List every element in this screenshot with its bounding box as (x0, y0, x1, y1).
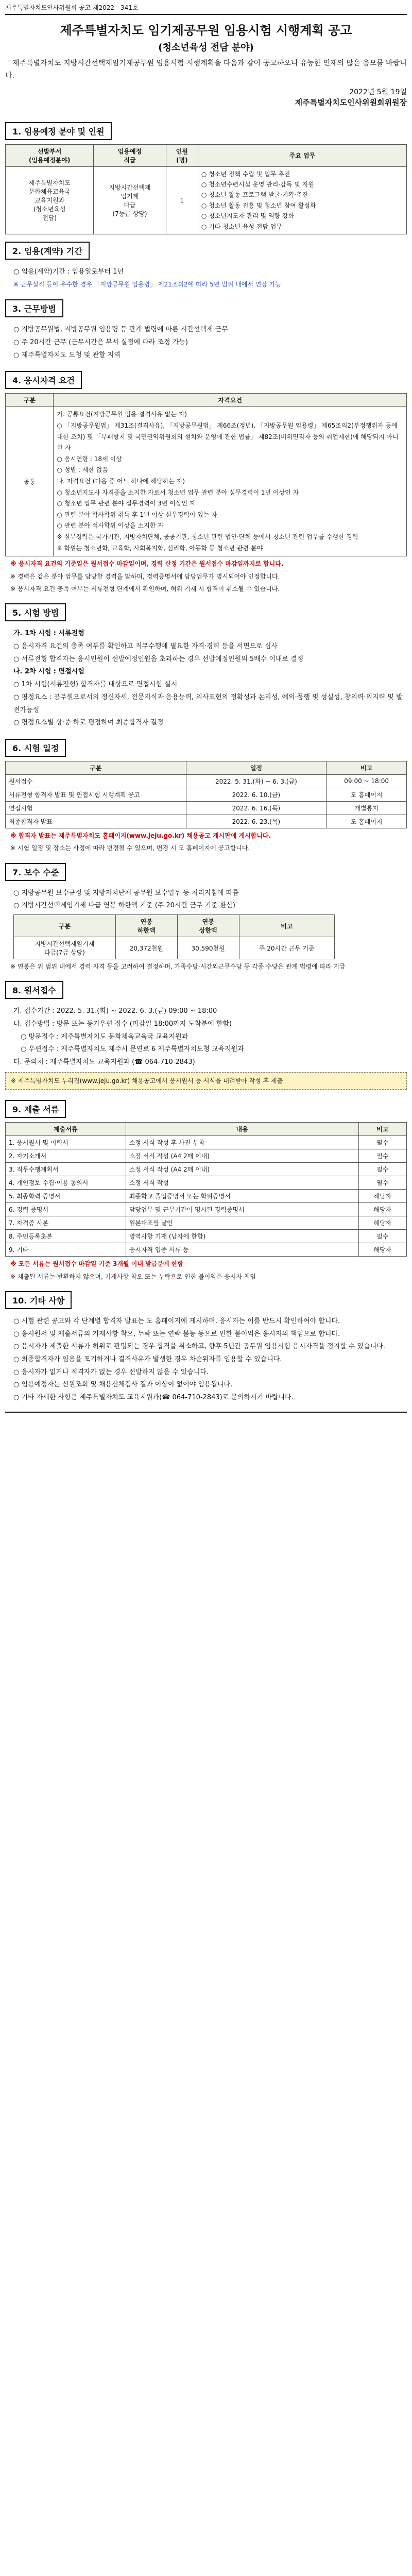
section-9-table (5, 1122, 407, 1257)
s6-note: ※ 시험 일정 및 장소는 사정에 따라 변경될 수 있으며, 변경 시 도 홈페이지에 공고합니다. (10, 844, 250, 852)
table-cell: 해당자 (358, 1203, 406, 1216)
section-1-title: 1. 임용예정 분야 및 인원 (5, 122, 112, 140)
table-cell: 서류전형 합격자 발표 및 면접시험 시행계획 공고 (6, 788, 186, 801)
page-title: 제주특별자치도 임기제공무원 임용시험 시행계획 공고 (60, 23, 352, 38)
section-7-table (13, 914, 335, 959)
table-cell: 담당업무 및 근무기간이 명시된 경력증명서 (126, 1203, 358, 1216)
table-cell: 8. 주민등록초본 (6, 1230, 126, 1243)
s7-header-min: 연봉 하한액 (115, 915, 177, 937)
s4-requirements: 가. 공통요건(지방공무원 임용 결격사유 없는 자) ○ 「지방공무원법」 제31조(결격사유), 「지방공무원법」 제66조(정년), 「지방공무원 임용령」 제65조의2(부정행위자 등에 대한 조치) 및 「부패방지 및 국민권익위원회의 설치와 운영에 관한 법률」 제82조(비위면직자 등의 취업제한)에 해당되지 아니한 자 ○ 응시연령 : 18세 이상 ○ 성별 : 제한 없음 나. 자격요건 (다음 중 어느 하나에 해당하는 자) ○ 청소년지도사 자격증을 소지한 자로서 청소년 업무 관련 분야 실무경력이 1년 이상인 자 ○ 청소년 업무 관련 분야 실무경력이 3년 이상인 자 ○ 관련 분야 학사학위 취득 후 1년 이상 실무경력이 있는 자 ○ 관련 분야 석사학위 이상을 소지한 자 ※ 실무경력은 국가기관, 지방자치단체, 공공기관, 청소년 관련 법인·단체 등에서 청소년 관련 업무를 수행한 경력 ※ 학위는 청소년학, 교육학, 사회복지학, 심리학, 아동학 등 청소년 관련 분야 (54, 407, 407, 556)
page-subtitle: (청소년육성 전담 분야) (158, 42, 254, 53)
list-item: ○ 응시자가 제출한 서류가 허위로 판명되는 경우 합격을 취소하고, 향후 5년간 공무원 임용시험 응시자격을 정지할 수 있습니다. (13, 1343, 385, 1351)
list-item: ○ 임용(계약)기간 : 임용일로부터 1년 (13, 267, 124, 276)
table-cell: 9. 기타 (6, 1243, 126, 1257)
intro-text: 제주특별자치도 지방시간선택제임기제공무원 임용시험 시행계획을 다음과 같이 공고하오니 유능한 인재의 많은 응모를 바랍니다. (5, 59, 407, 80)
table-cell: 2. 자기소개서 (6, 1149, 126, 1163)
table-cell: 필수 (358, 1230, 406, 1243)
section-7-list (13, 887, 407, 912)
s1-header-duties: 주요 업무 (198, 144, 406, 166)
list-item: ○ 시험 관련 공고와 각 단계별 합격자 발표는 도 홈페이지에 게시하며, 응시자는 이를 반드시 확인하여야 합니다. (13, 1317, 340, 1326)
list-item: 가. 1차 시험 : 서류전형 (13, 630, 84, 638)
list-item: ○ 제주특별자치도 도청 및 관할 지역 (13, 351, 121, 359)
table-cell: 소정 서식 작성 (A4 2매 이내) (126, 1163, 358, 1176)
s9-header-doc: 제출서류 (6, 1123, 126, 1136)
table-cell: 30,590천원 (177, 937, 239, 959)
table-cell: 20,372천원 (115, 937, 177, 959)
section-6-table (5, 761, 407, 828)
list-item: ○ 지방공무원법, 지방공무원 임용령 등 관계 법령에 따른 시간선택제 근무 (13, 326, 228, 334)
table-cell: 소정 서식 작성 (A4 2매 이내) (126, 1149, 358, 1163)
list-item: ○ 우편접수 : 제주특별자치도 제주시 문연로 6 제주특별자치도청 교육지원과 (21, 1045, 244, 1054)
section-2-title: 2. 임용(계약) 기간 (5, 242, 90, 260)
list-item: ○ 응시자격 요건의 충족 여부를 확인하고 직무수행에 필요한 자격·경력 등을 서면으로 심사 (13, 642, 278, 651)
s1-header-grade: 임용예정 직급 (94, 144, 166, 166)
s7-header-note: 비고 (239, 915, 334, 937)
list-item: ※ 근무실적 등이 우수한 경우 「지방공무원 임용령」 제21조의2에 따라 5년 범위 내에서 연장 가능 (13, 280, 281, 288)
s4-row-label: 공통 (6, 407, 54, 556)
s9-header-content: 내용 (126, 1123, 358, 1136)
s4-header-type: 구분 (6, 394, 54, 407)
s1-dept: 제주특별자치도 문화체육교육국 교육지원과 (청소년육성 전담) (6, 166, 94, 234)
section-4-title: 4. 응시자격 요건 (5, 371, 82, 389)
table-cell: 주 20시간 근무 기준 (239, 937, 334, 959)
table-cell: 해당자 (358, 1243, 406, 1257)
table-cell: 5. 최종학력 증명서 (6, 1190, 126, 1203)
table-cell: 면접시험 (6, 801, 186, 815)
table-cell: 필수 (358, 1163, 406, 1176)
section-4-table (5, 393, 407, 556)
list-item: 다. 문의처 : 제주특별자치도 교육지원과 (☎ 064-710-2843) (13, 1058, 195, 1066)
section-2-list (13, 266, 407, 290)
s4-header-req: 자격요건 (54, 394, 407, 407)
section-5-list (13, 628, 407, 730)
table-cell: 해당자 (358, 1216, 406, 1230)
table-cell: 1. 응시원서 및 이력서 (6, 1136, 126, 1149)
s6-header-note: 비고 (327, 761, 407, 774)
section-3-list (13, 324, 407, 362)
section-7-title: 7. 보수 수준 (5, 863, 66, 881)
table-cell: 소정 서식 작성 후 사진 부착 (126, 1136, 358, 1149)
table-cell: 필수 (358, 1176, 406, 1190)
section-5-title: 5. 시험 방법 (5, 603, 66, 621)
table-cell: 지방시간선택제임기제 다급(7급 상당) (14, 937, 116, 959)
table-cell: 7. 자격증 사본 (6, 1216, 126, 1230)
list-item: ○ 최종합격자가 임용을 포기하거나 결격사유가 발생한 경우 차순위자를 임용할 수 있습니다. (13, 1355, 282, 1364)
list-item: ○ 평정요소별 상·중·하로 평정하여 최종합격자 결정 (13, 719, 164, 727)
list-item: ○ 방문접수 : 제주특별자치도 문화체육교육국 교육지원과 (21, 1032, 188, 1041)
s6-header-date: 일정 (186, 761, 327, 774)
section-8-list (13, 1005, 407, 1069)
s9-note: ※ 모든 서류는 원서접수 마감일 기준 3개월 이내 발급분에 한함 (10, 1260, 183, 1268)
table-cell: 최종학교 졸업증명서 또는 학위증명서 (126, 1190, 358, 1203)
s8-note-box: ※ 제주특별자치도 누리집(www.jeju.go.kr) 채용공고에서 응시원서 등 서식을 내려받아 작성 후 제출 (5, 1072, 407, 1090)
table-cell: 소정 서식 작성 (126, 1176, 358, 1190)
list-item: ○ 1차 시험(서류전형) 합격자를 대상으로 면접시험 실시 (13, 681, 178, 689)
table-cell: 2022. 6. 23.(목) (186, 815, 327, 828)
list-item: ○ 지방시간선택제임기제 다급 연봉 하한액 기준 (주 20시간 근무 기준 환산) (13, 902, 235, 910)
list-item: ○ 기타 자세한 사항은 제주특별자치도 교육지원과(☎ 064-710-2843)로 문의하시기 바랍니다. (13, 1394, 294, 1402)
table-cell: 4. 개인정보 수집·이용 동의서 (6, 1176, 126, 1190)
s4-footnote: ※ 응시자격 요건의 기준일은 원서접수 마감일이며, 경력 산정 기간은 원서접수 마감일까지로 합니다. (10, 560, 284, 568)
table-cell: 도 홈페이지 (327, 788, 407, 801)
table-cell: 병역사항 기재 (남자에 한함) (126, 1230, 358, 1243)
section-8-title: 8. 원서접수 (5, 981, 63, 999)
table-cell: 2022. 6. 16.(목) (186, 801, 327, 815)
s7-header-type: 구분 (14, 915, 116, 937)
list-item: ○ 서류전형 합격자는 응시인원이 선발예정인원을 초과하는 경우 선발예정인원의 5배수 이내로 결정 (13, 655, 304, 663)
list-item: 가. 접수기간 : 2022. 5. 31.(화) ~ 2022. 6. 3.(금) 09:00 ~ 18:00 (13, 1007, 217, 1015)
table-cell: 2022. 6. 10.(금) (186, 788, 327, 801)
table-cell: 필수 (358, 1136, 406, 1149)
s6-header-type: 구분 (6, 761, 186, 774)
s1-duties: ○ 청소년 정책 수립 및 업무 추진 ○ 청소년수련시설 운영 관리·감독 및 지원 ○ 청소년 활동 프로그램 발굴·기획·추진 ○ 청소년 활동 진흥 및 청소년 참여 활성화 ○ 청소년지도자 관리 및 역량 강화 ○ 기타 청소년 육성 전담 업무 (198, 166, 406, 234)
table-cell: 최종합격자 발표 (6, 815, 186, 828)
table-cell: 2022. 5. 31.(화) ~ 6. 3.(금) (186, 774, 327, 788)
section-1-table (5, 144, 407, 234)
issuing-org: 제주특별자치도인사위원회위원장 (295, 97, 407, 107)
section-3-title: 3. 근무방법 (5, 299, 63, 317)
s9-header-note: 비고 (358, 1123, 406, 1136)
s4-footnote: ※ 응시자격 요건 충족 여부는 서류전형 단계에서 확인하며, 허위 기재 시 합격이 취소될 수 있습니다. (10, 585, 280, 592)
s9-note: ※ 제출된 서류는 반환하지 않으며, 기재사항 착오 또는 누락으로 인한 불이익은 응시자 책임 (10, 1273, 256, 1280)
section-10-title: 10. 기타 사항 (5, 1291, 72, 1309)
section-10-list (13, 1315, 407, 1404)
table-cell: 원본대조필 날인 (126, 1216, 358, 1230)
s1-count: 1 (166, 166, 198, 234)
table-cell: 09:00 ~ 18:00 (327, 774, 407, 788)
s1-header-count: 인원 (명) (166, 144, 198, 166)
table-cell: 개별통지 (327, 801, 407, 815)
s7-header-max: 연봉 상한액 (177, 915, 239, 937)
table-cell: 6. 경력 증명서 (6, 1203, 126, 1216)
s1-grade: 지방시간선택제 임기제 다급 (7등급 상당) (94, 166, 166, 234)
table-cell: 원서접수 (6, 774, 186, 788)
list-item: 나. 2차 시험 : 면접시험 (13, 668, 84, 676)
list-item: 나. 접수방법 : 방문 또는 등기우편 접수 (마감일 18:00까지 도착분에 한함) (13, 1020, 232, 1028)
table-cell: 필수 (358, 1149, 406, 1163)
list-item: ○ 평정요소 : 공무원으로서의 정신자세, 전문지식과 응용능력, 의사표현의 정확성과 논리성, 예의·품행 및 성실성, 창의력·의지력 및 발전가능성 (13, 693, 403, 714)
notice-date: 2022년 5월 19일 (349, 88, 407, 96)
list-item: ○ 주 20시간 근무 (근무시간은 부서 실정에 따라 조정 가능) (13, 338, 188, 347)
s1-header-dept: 선발부서 (임용예정분야) (6, 144, 94, 166)
list-item: ○ 응시원서 및 제출서류의 기재사항 착오, 누락 또는 연락 불능 등으로 인한 불이익은 응시자의 책임으로 합니다. (13, 1330, 340, 1338)
list-item: ○ 응시자가 없거나 적격자가 없는 경우 선발하지 않을 수 있습니다. (13, 1368, 209, 1376)
table-cell: 해당자 (358, 1190, 406, 1203)
section-6-title: 6. 시험 일정 (5, 739, 66, 757)
list-item: ○ 지방공무원 보수규정 및 지방자치단체 공무원 보수업무 등 처리지침에 따름 (13, 889, 239, 897)
table-cell: 도 홈페이지 (327, 815, 407, 828)
table-cell: 응시자격 입증 서류 등 (126, 1243, 358, 1257)
section-9-title: 9. 제출 서류 (5, 1100, 66, 1118)
list-item: ○ 임용예정자는 신원조회 및 채용신체검사 결과 이상이 없어야 임용됩니다. (13, 1381, 233, 1389)
s7-note: ※ 연봉은 위 범위 내에서 경력·자격 등을 고려하여 결정하며, 가족수당·시간외근무수당 등 각종 수당은 관계 법령에 따라 지급 (10, 963, 346, 971)
table-cell: 3. 직무수행계획서 (6, 1163, 126, 1176)
s6-note: ※ 합격자 발표는 제주특별자치도 홈페이지(www.jeju.go.kr) 채용공고 게시판에 게시합니다. (10, 832, 271, 839)
s4-footnote: ※ 경력은 같은 분야 업무를 담당한 경력을 말하며, 경력증명서에 담당업무가 명시되어야 인정합니다. (10, 572, 280, 580)
notice-number: 제주특별자치도인사위원회 공고 제2022 - 341호 (5, 0, 407, 15)
